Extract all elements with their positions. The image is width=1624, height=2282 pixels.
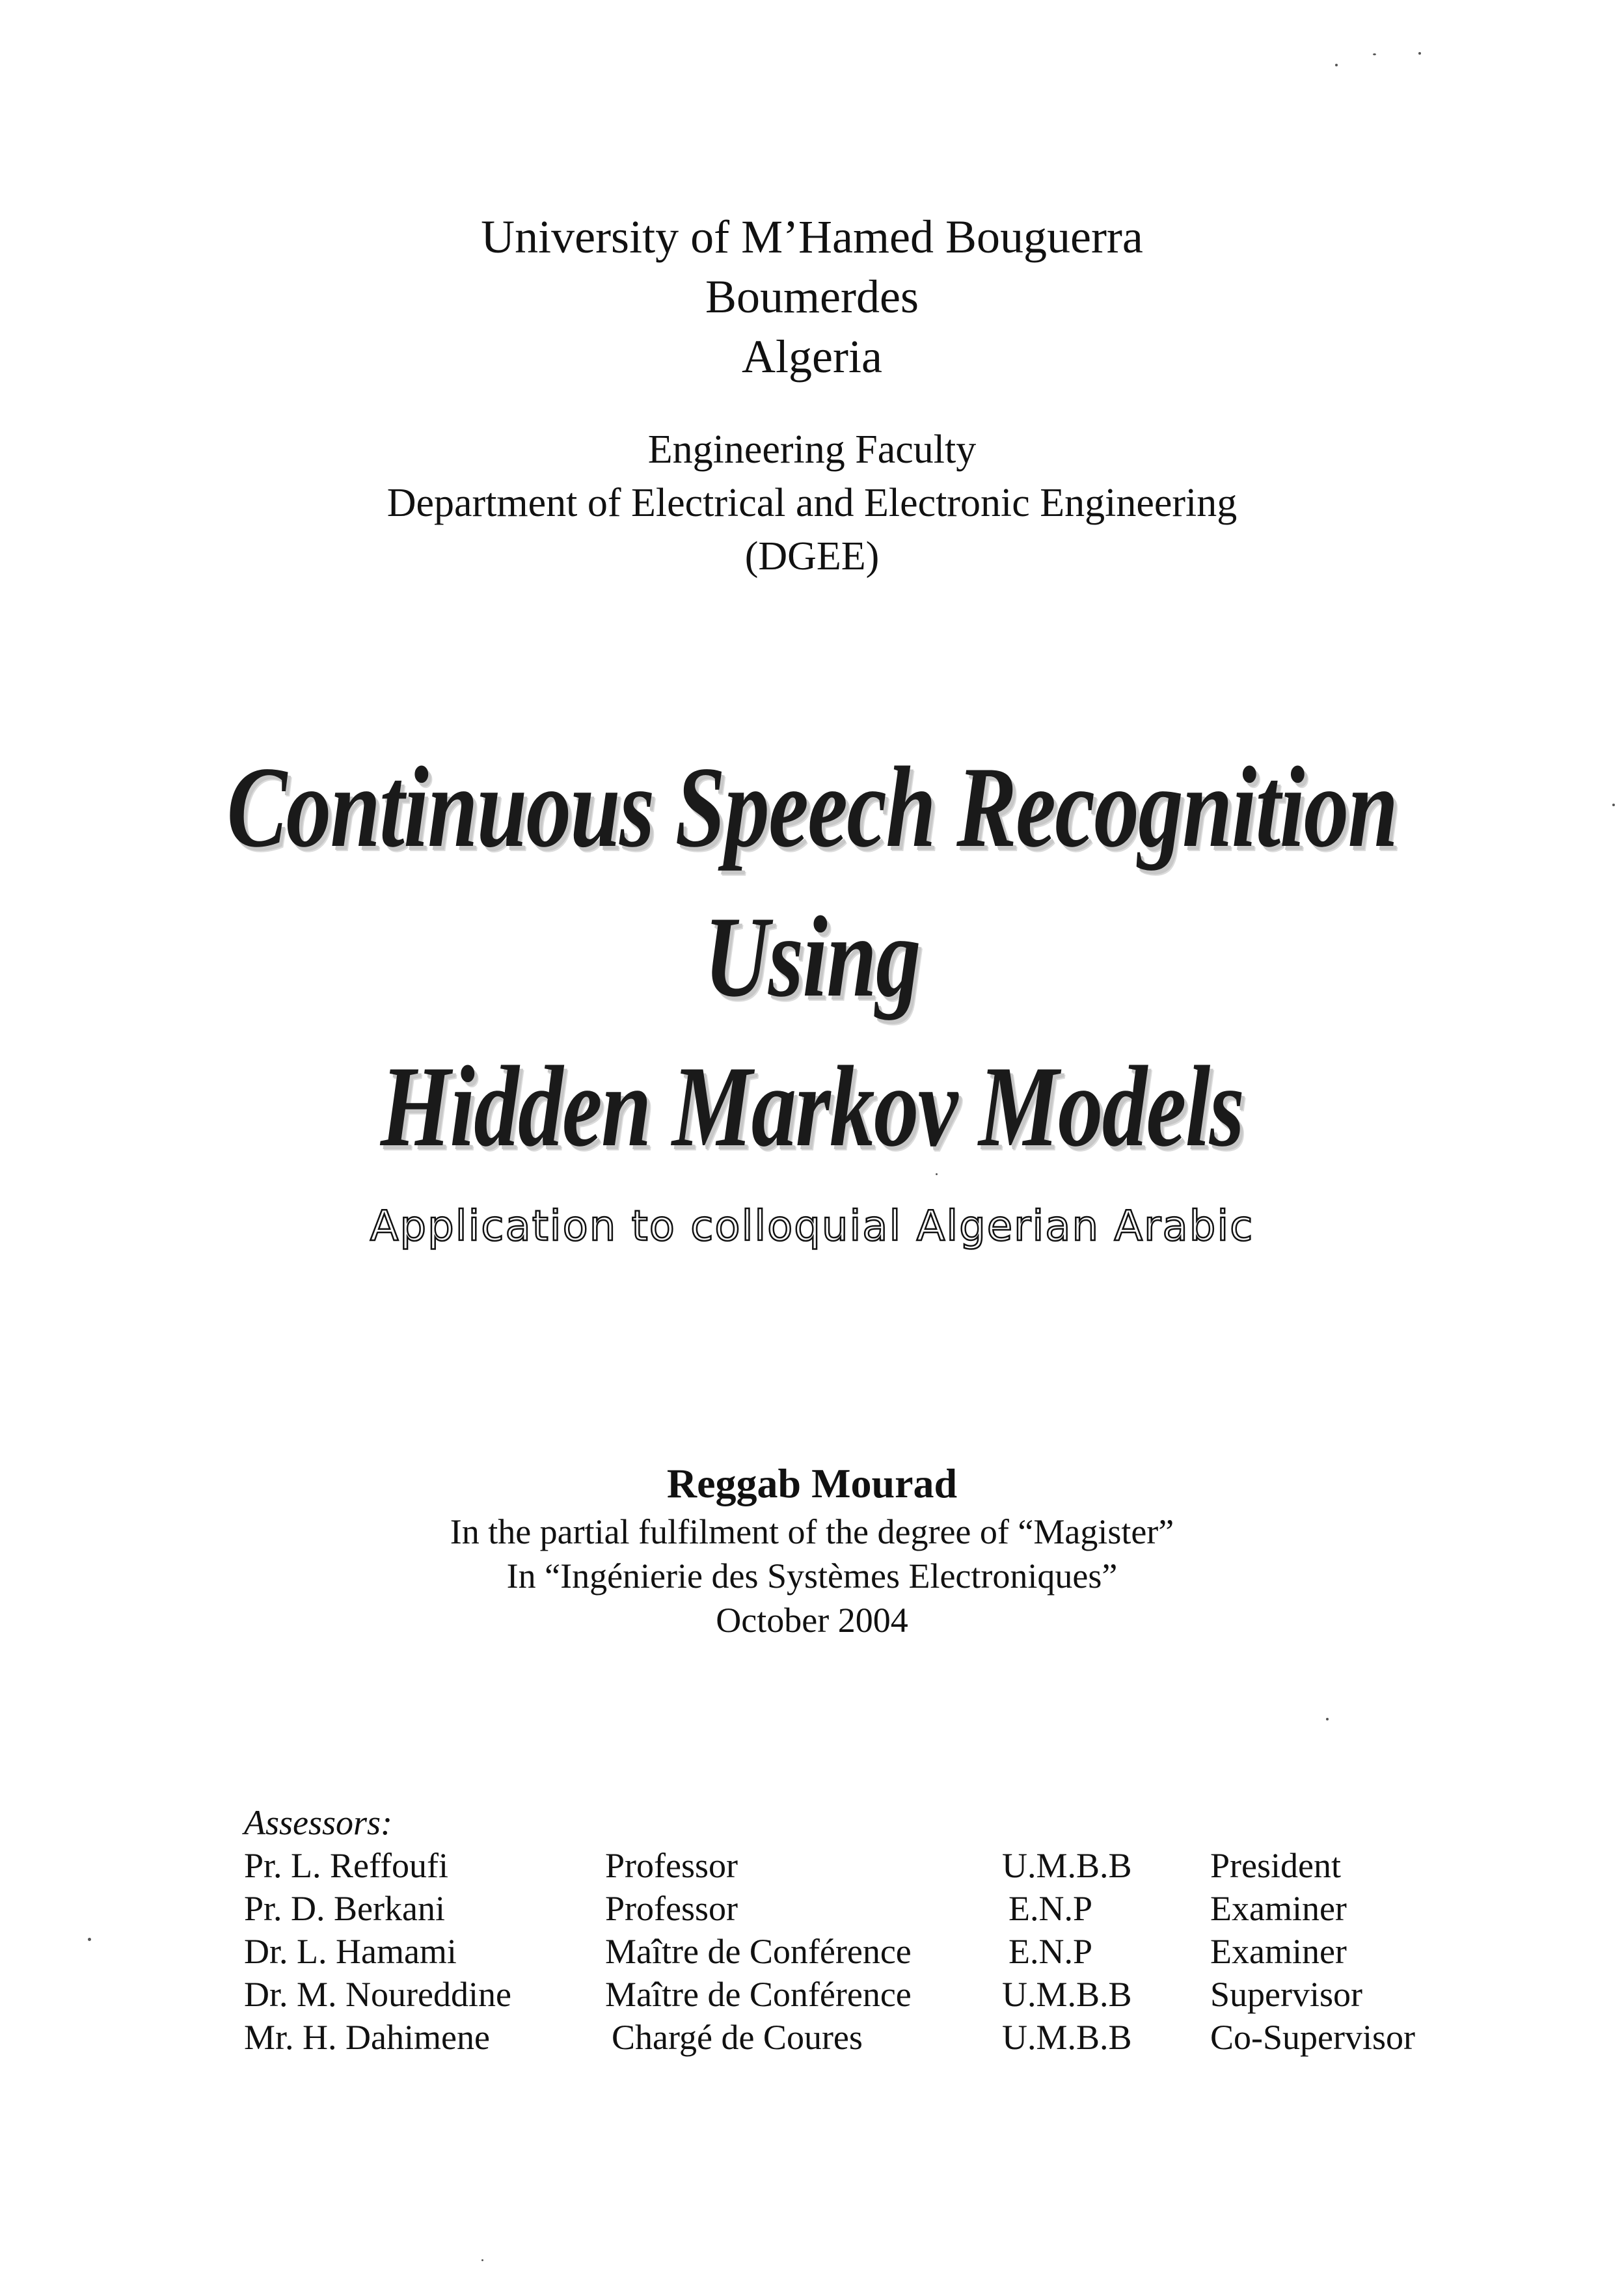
faculty-header: [0, 423, 1624, 583]
assessor-role: Examiner: [1210, 1932, 1347, 1971]
scan-speck: [1418, 52, 1421, 55]
department-name: Department of Electrical and Electronic Engineering: [386, 481, 1238, 525]
assessor-title: Chargé de Coures: [612, 2018, 863, 2057]
university-header: [0, 207, 1624, 387]
assessor-institution: U.M.B.B: [1002, 1846, 1132, 1885]
assessor-title: Professor: [605, 1846, 738, 1885]
scan-speck: [936, 1173, 938, 1175]
faculty-name: Engineering Faculty: [647, 428, 977, 472]
assessor-name: Dr. L. Hamami: [244, 1932, 457, 1971]
author-name: Reggab Mourad: [666, 1460, 958, 1506]
assessor-institution: E.N.P: [1008, 1932, 1093, 1971]
assessor-institution: U.M.B.B: [1002, 2018, 1132, 2057]
thesis-subtitle-block: [0, 1201, 1624, 1253]
assessor-row: [0, 2016, 1624, 2059]
assessor-institution: U.M.B.B: [1002, 1975, 1132, 2014]
scan-speck: [1335, 64, 1338, 66]
assessor-row: [0, 1973, 1624, 2016]
scan-speck: [88, 1938, 91, 1941]
assessor-role: Co-Supervisor: [1210, 2018, 1415, 2057]
assessor-role: Examiner: [1210, 1889, 1347, 1928]
university-city: Boumerdes: [705, 271, 919, 323]
assessor-title: Professor: [605, 1889, 738, 1928]
assessor-row: [0, 1887, 1624, 1930]
title-line-1: Continuous Speech Recognition: [226, 742, 1398, 871]
assessor-title: Maître de Conférence: [605, 1932, 912, 1971]
degree-line: In the partial fulfilment of the degree of “Magister”: [450, 1512, 1174, 1551]
assessor-title: Maître de Conférence: [605, 1975, 912, 2014]
assessor-name: Pr. L. Reffoufi: [244, 1846, 448, 1885]
thesis-subtitle: Application to colloquial Algerian Arabic: [370, 1202, 1254, 1251]
submission-date: October 2004: [716, 1601, 908, 1640]
thesis-title: [0, 732, 1624, 1181]
assessor-institution: E.N.P: [1008, 1889, 1093, 1928]
assessor-row: [0, 1930, 1624, 1973]
scan-speck: [1612, 804, 1615, 806]
title-line-3: Hidden Markov Models: [380, 1042, 1244, 1171]
assessor-name: Pr. D. Berkani: [244, 1889, 445, 1928]
scan-speck: [481, 2259, 483, 2261]
university-name: University of M’Hamed Bouguerra: [481, 211, 1143, 263]
assessor-name: Dr. M. Noureddine: [244, 1975, 511, 2014]
assessor-row: [0, 1844, 1624, 1887]
title-line-2: Using: [704, 892, 920, 1021]
author-block: [0, 1458, 1624, 1642]
department-abbr: (DGEE): [744, 534, 880, 578]
program-line: In “Ingénierie des Systèmes Electroniques”: [506, 1556, 1118, 1596]
scan-speck: [1326, 1718, 1329, 1720]
assessor-name: Mr. H. Dahimene: [244, 2018, 490, 2057]
assessors-label: Assessors:: [244, 1803, 393, 1842]
university-country: Algeria: [742, 331, 882, 383]
assessor-role: President: [1210, 1846, 1341, 1885]
assessor-role: Supervisor: [1210, 1975, 1362, 2014]
scan-speck: [1373, 53, 1376, 55]
